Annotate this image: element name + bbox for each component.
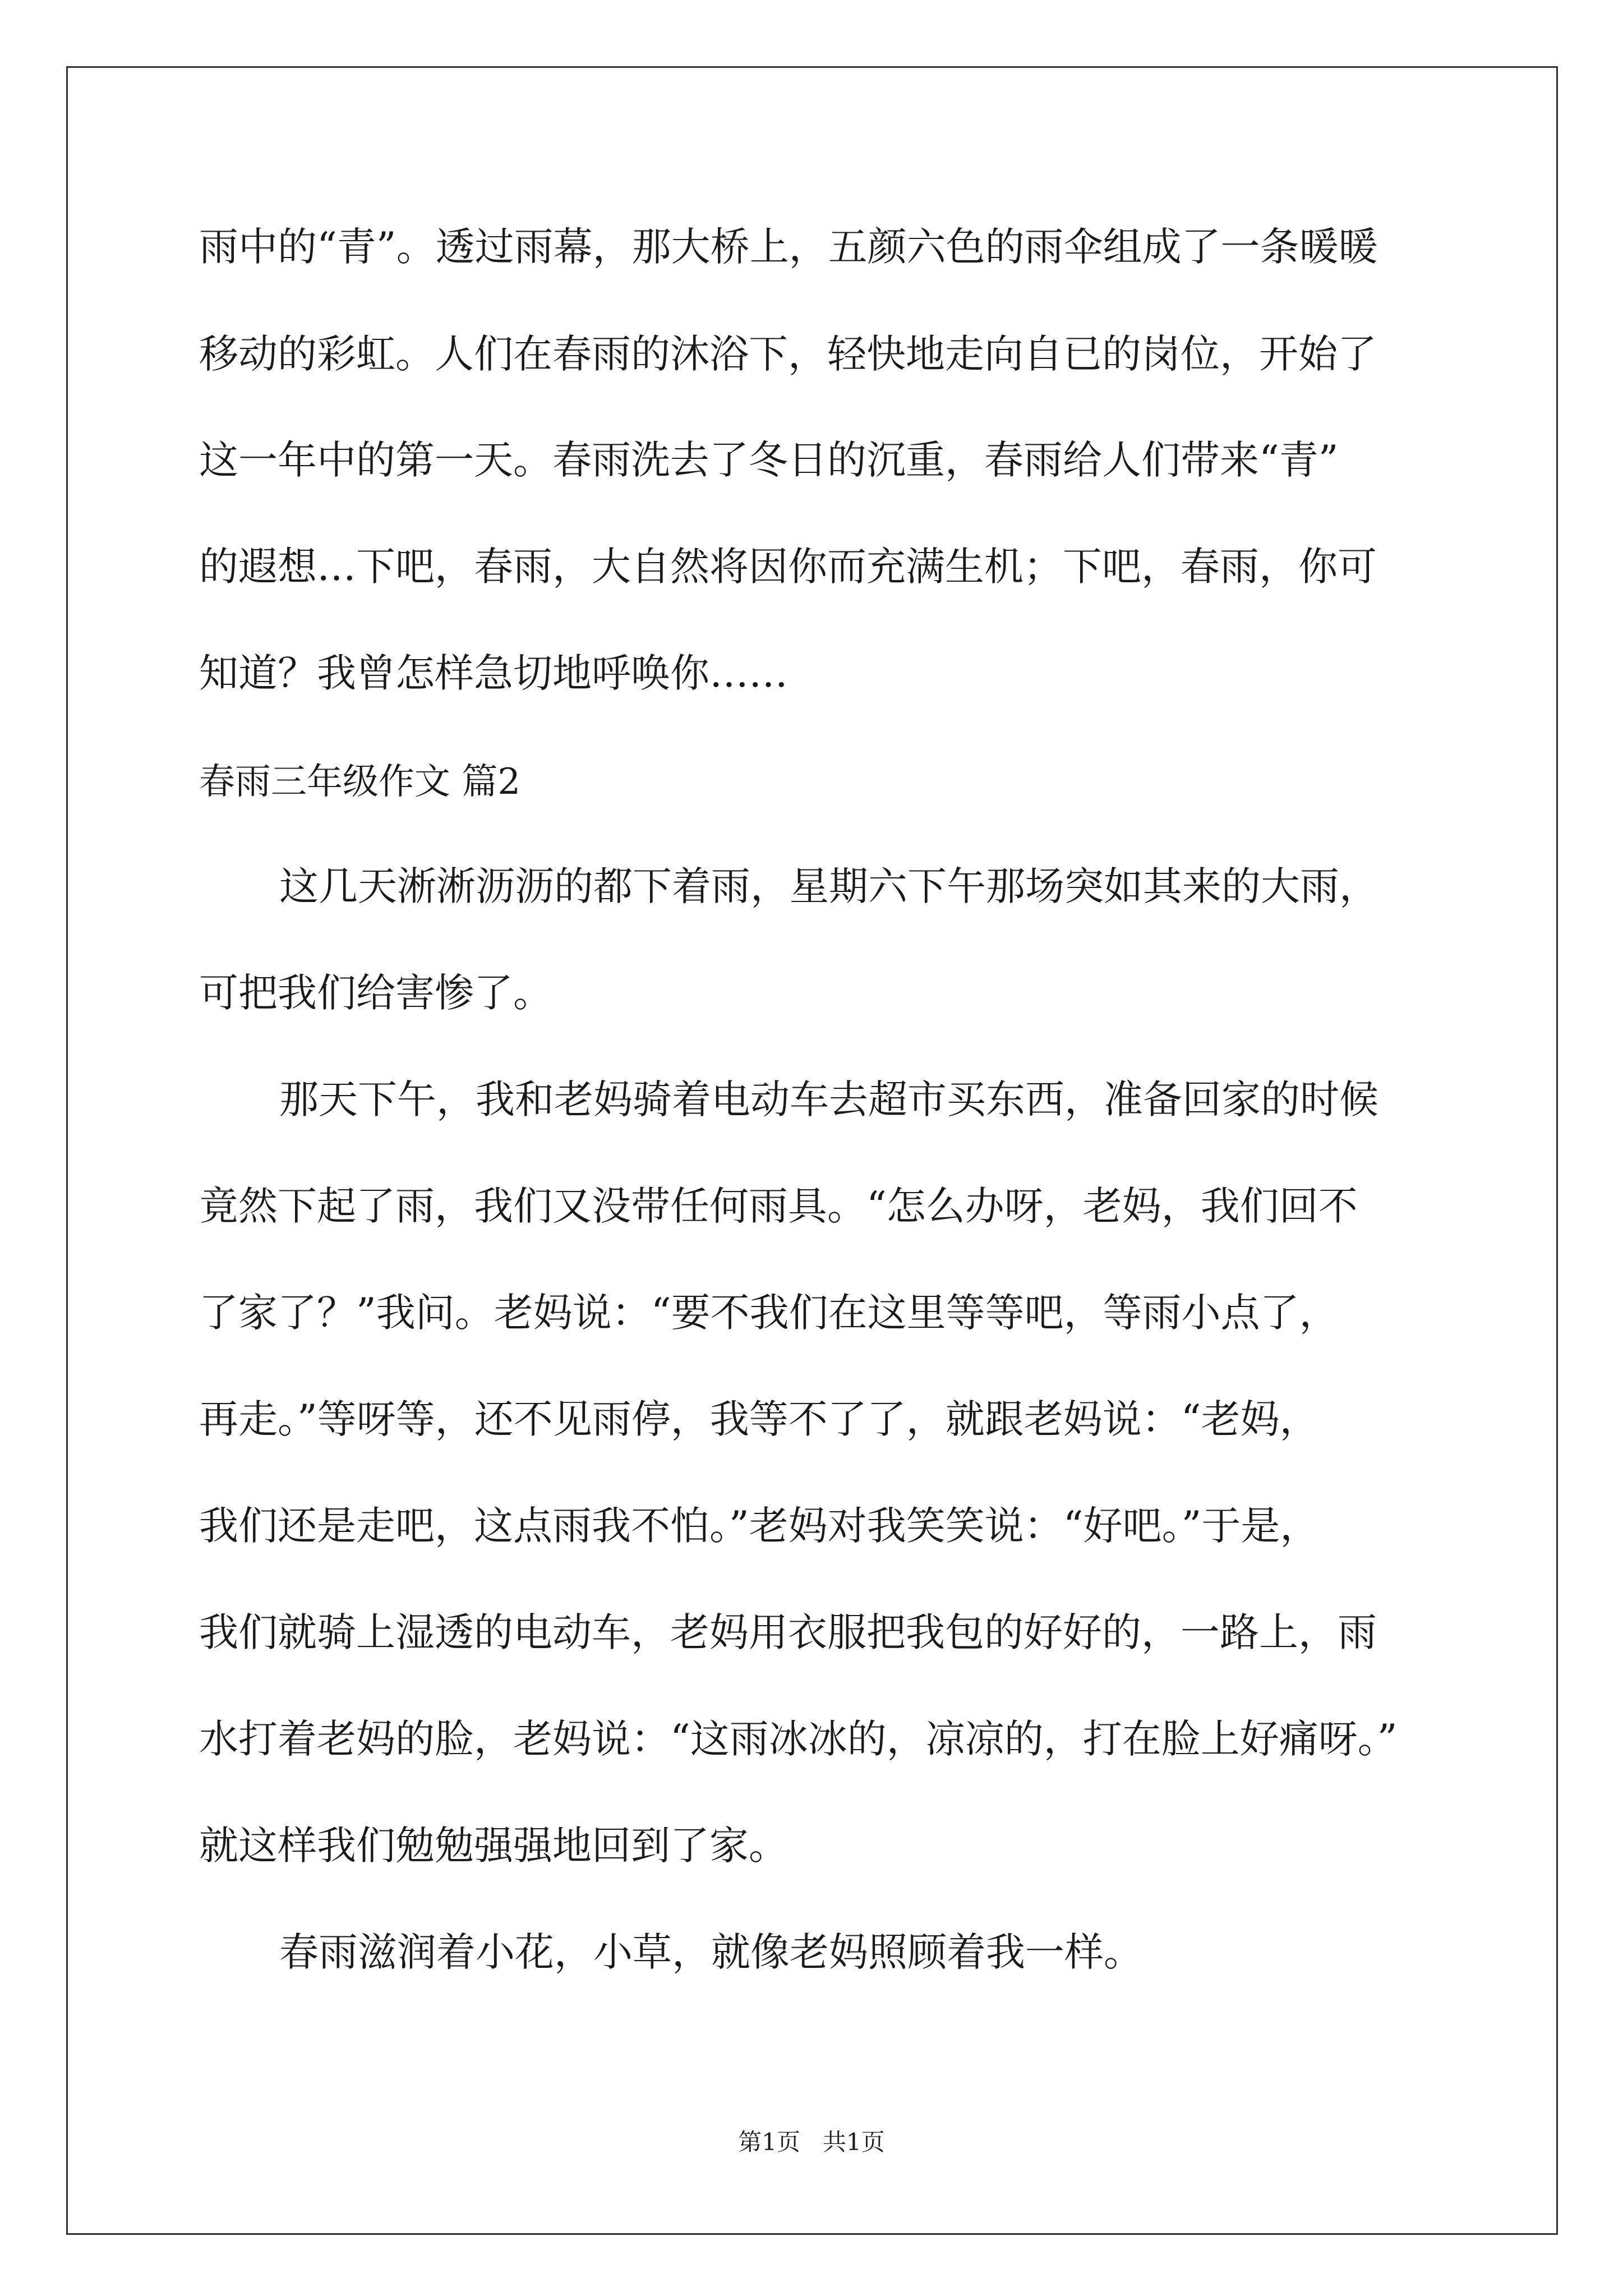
text-line: 我们还是走吧，这点雨我不怕。”老妈对我笑笑说：“好吧。”于是， xyxy=(199,1503,1320,1549)
text-line: 移动的彩虹。人们在春雨的沐浴下，轻快地走向自已的岗位，开始了 xyxy=(199,331,1377,377)
page-number: 第1页 xyxy=(738,2128,800,2156)
text-line: 那天下午，我和老妈骑着电动车去超市买东西，准备回家的时候 xyxy=(279,1076,1378,1122)
text-line: 知道？我曾怎样急切地呼唤你…… xyxy=(199,650,788,696)
text-line: 就这样我们勉勉强强地回到了家。 xyxy=(199,1823,788,1869)
text-line: 可把我们给害惨了。 xyxy=(199,970,552,1016)
text-line: 我们就骑上湿透的电动车，老妈用衣服把我包的好好的，一路上，雨 xyxy=(199,1609,1377,1655)
text-line: 这几天淅淅沥沥的都下着雨，星期六下午那场突如其来的大雨， xyxy=(279,863,1378,909)
text-line: 了家了？”我问。老妈说：“要不我们在这里等等吧，等雨小点了， xyxy=(199,1290,1339,1336)
text-line: 再走。”等呀等，还不见雨停，我等不了了，就跟老妈说：“老妈， xyxy=(199,1396,1319,1442)
section-heading: 春雨三年级作文 篇2 xyxy=(199,761,521,803)
text-line: 水打着老妈的脸，老妈说：“这雨冰冰的，凉凉的，打在脸上好痛呀。” xyxy=(199,1716,1398,1762)
text-line: 的遐想…下吧，春雨，大自然将因你而充满生机；下吧，春雨，你可 xyxy=(199,544,1377,590)
text-line: 这一年中的第一天。春雨洗去了冬日的沉重，春雨给人们带来“青” xyxy=(199,437,1339,483)
text-line: 竟然下起了雨，我们又没带任何雨具。“怎么办呀，老妈，我们回不 xyxy=(199,1183,1358,1229)
page-footer xyxy=(0,2124,1623,2157)
page-count: 共1页 xyxy=(823,2128,885,2156)
text-line: 雨中的“青”。透过雨幕，那大桥上，五颜六色的雨伞组成了一条暖暖 xyxy=(199,224,1378,270)
text-line: 春雨滋润着小花，小草，就像老妈照顾着我一样。 xyxy=(279,1929,1143,1975)
page-border xyxy=(66,66,1558,2235)
